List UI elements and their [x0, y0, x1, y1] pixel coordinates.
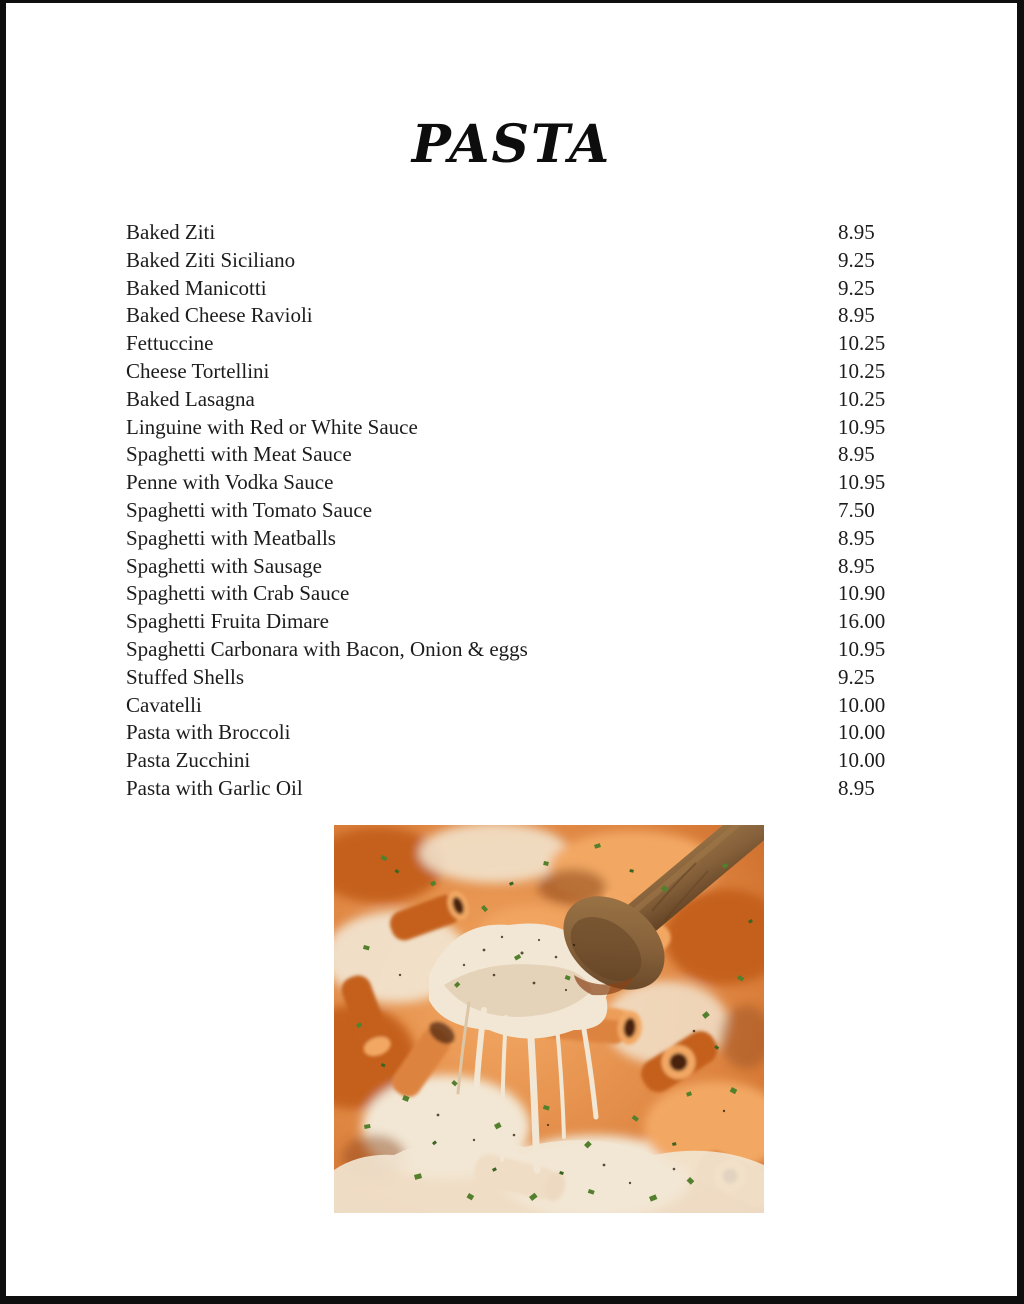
menu-row [126, 497, 906, 525]
item-price: 9.25 [838, 247, 875, 272]
menu-list [126, 219, 906, 803]
item-name: Linguine with Red or White Sauce [126, 414, 418, 439]
item-price: 10.25 [838, 386, 886, 411]
menu-row [126, 719, 906, 747]
item-name: Spaghetti Fruita Dimare [126, 609, 329, 634]
pasta-photo-illustration [334, 825, 764, 1213]
menu-row [126, 692, 906, 720]
page-title: PASTA [411, 114, 612, 175]
menu-row [126, 441, 906, 469]
menu-row [126, 747, 906, 775]
item-price: 10.25 [838, 358, 886, 383]
menu-row [126, 386, 906, 414]
item-name: Penne with Vodka Sauce [126, 470, 334, 495]
item-price: 8.95 [838, 553, 875, 578]
item-price: 10.95 [838, 414, 886, 439]
menu-row [126, 247, 906, 275]
menu-row [126, 608, 906, 636]
menu-row [126, 636, 906, 664]
menu-row [126, 664, 906, 692]
menu-row [126, 302, 906, 330]
item-price: 10.00 [838, 692, 886, 717]
item-price: 8.95 [838, 303, 875, 328]
item-name: Spaghetti with Tomato Sauce [126, 497, 373, 522]
item-price: 10.25 [838, 331, 886, 356]
item-price: 10.95 [838, 636, 886, 661]
item-price: 10.00 [838, 748, 886, 773]
item-price: 8.95 [838, 442, 875, 467]
item-name: Pasta with Garlic Oil [126, 775, 303, 800]
item-name: Cavatelli [126, 692, 202, 717]
item-name: Stuffed Shells [126, 664, 245, 689]
item-name: Baked Ziti Siciliano [126, 247, 296, 272]
item-price: 9.25 [838, 664, 875, 689]
item-name: Pasta Zucchini [126, 748, 251, 773]
menu-row [126, 330, 906, 358]
item-price: 9.25 [838, 275, 875, 300]
item-name: Fettuccine [126, 331, 214, 356]
item-name: Spaghetti with Crab Sauce [126, 581, 350, 606]
item-name: Baked Lasagna [126, 386, 255, 411]
item-price: 8.95 [838, 775, 875, 800]
item-name: Baked Manicotti [126, 275, 267, 300]
item-price: 10.00 [838, 720, 886, 745]
pasta-photo [334, 825, 764, 1213]
item-price: 8.95 [838, 220, 875, 244]
item-price: 10.95 [838, 470, 886, 495]
item-name: Pasta with Broccoli [126, 720, 291, 745]
menu-row [126, 525, 906, 553]
menu-row [126, 553, 906, 581]
item-name: Spaghetti with Meat Sauce [126, 442, 352, 467]
item-name: Baked Ziti [126, 220, 216, 244]
item-price: 7.50 [838, 497, 875, 522]
item-name: Cheese Tortellini [126, 358, 270, 383]
item-name: Spaghetti with Sausage [126, 553, 322, 578]
item-price: 8.95 [838, 525, 875, 550]
menu-row [126, 580, 906, 608]
menu-row [126, 469, 906, 497]
item-name: Spaghetti with Meatballs [126, 525, 336, 550]
menu-row [126, 414, 906, 442]
menu-row [126, 358, 906, 386]
menu-row [126, 219, 906, 247]
item-price: 10.90 [838, 581, 886, 606]
item-name: Baked Cheese Ravioli [126, 303, 313, 328]
menu-row [126, 775, 906, 803]
item-name: Spaghetti Carbonara with Bacon, Onion & eggs [126, 636, 528, 661]
menu-row [126, 275, 906, 303]
item-price: 16.00 [838, 609, 886, 634]
